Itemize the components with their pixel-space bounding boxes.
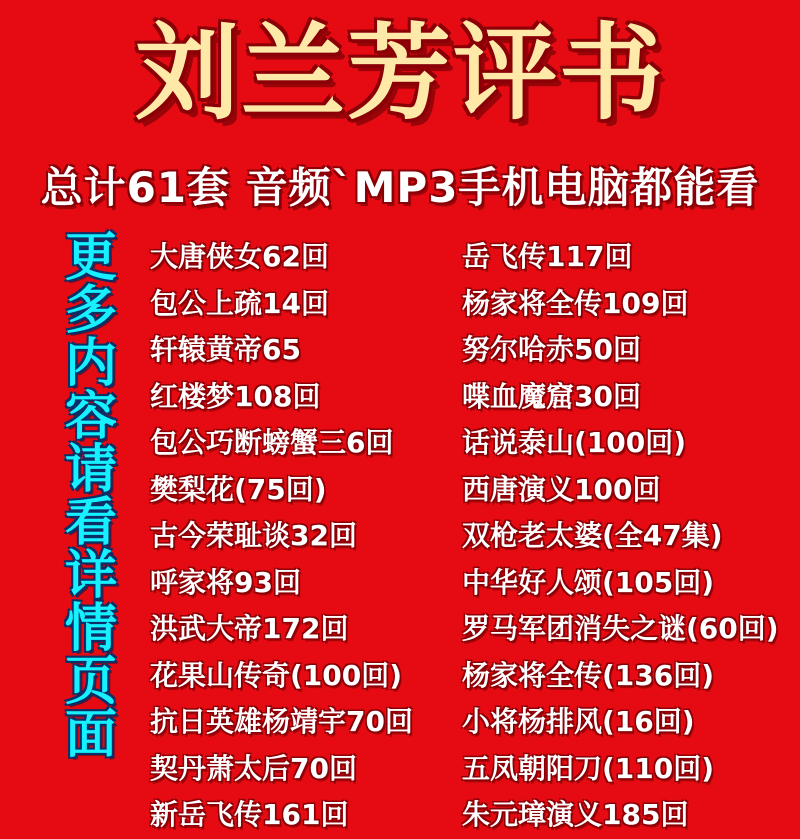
side-banner-char: 更	[64, 228, 117, 288]
list-item: 岳飞传117回	[462, 240, 633, 273]
list-item: 喋血魔窟30回	[462, 379, 641, 413]
list-item: 呼家将93回	[150, 565, 301, 599]
list-item: 古今荣耻谈32回	[150, 519, 357, 552]
list-item: 樊梨花(75回)	[150, 472, 327, 506]
list-item: 轩辕黄帝65	[150, 333, 301, 366]
list-item: 双枪老太婆(全47集)	[462, 519, 723, 552]
list-item: 洪武大帝172回	[150, 612, 349, 645]
side-banner-char: 多	[64, 281, 117, 342]
subtitle: 总计61套 音频`MP3手机电脑都能看	[40, 163, 760, 212]
list-item: 努尔哈赤50回	[462, 333, 641, 366]
list-item: 罗马军团消失之谜(60回)	[462, 612, 779, 645]
side-banner-char: 请	[64, 440, 117, 501]
list-item: 抗日英雄杨靖宇70回	[150, 705, 413, 738]
list-item: 西唐演义100回	[462, 472, 661, 506]
list-item: 小将杨排风(16回)	[462, 705, 695, 738]
side-banner-char: 情	[64, 599, 117, 660]
list-item: 杨家将全传(136回)	[462, 658, 715, 692]
list-item: 杨家将全传109回	[462, 286, 689, 320]
side-banner-char: 看	[64, 493, 117, 554]
list-item: 包公巧断螃蟹三6回	[150, 426, 394, 459]
list-item: 大唐侠女62回	[150, 240, 329, 273]
list-item: 新岳飞传161回	[150, 798, 349, 831]
side-banner-char: 容	[64, 387, 117, 448]
list-item: 话说泰山(100回)	[462, 426, 687, 459]
list-item: 包公上疏14回	[150, 286, 329, 320]
list-item: 中华好人颂(105回)	[462, 565, 715, 599]
side-banner-char: 详	[64, 546, 117, 607]
list-item: 契丹萧太后70回	[150, 751, 357, 785]
side-banner-char: 面	[64, 705, 117, 766]
list-item: 花果山传奇(100回)	[150, 658, 403, 692]
list-item: 朱元璋演义185回	[462, 798, 689, 831]
list-item: 红楼梦108回	[150, 379, 321, 413]
page-title: 刘兰芳评书	[134, 12, 665, 134]
side-banner-char: 页	[64, 652, 117, 713]
title-list-column-left	[150, 234, 462, 839]
title-list-column-right	[462, 234, 800, 839]
list-item: 五凤朝阳刀(110回)	[462, 751, 715, 785]
side-banner-char: 内	[64, 334, 117, 395]
side-banner	[58, 228, 124, 766]
title-list	[150, 234, 800, 839]
